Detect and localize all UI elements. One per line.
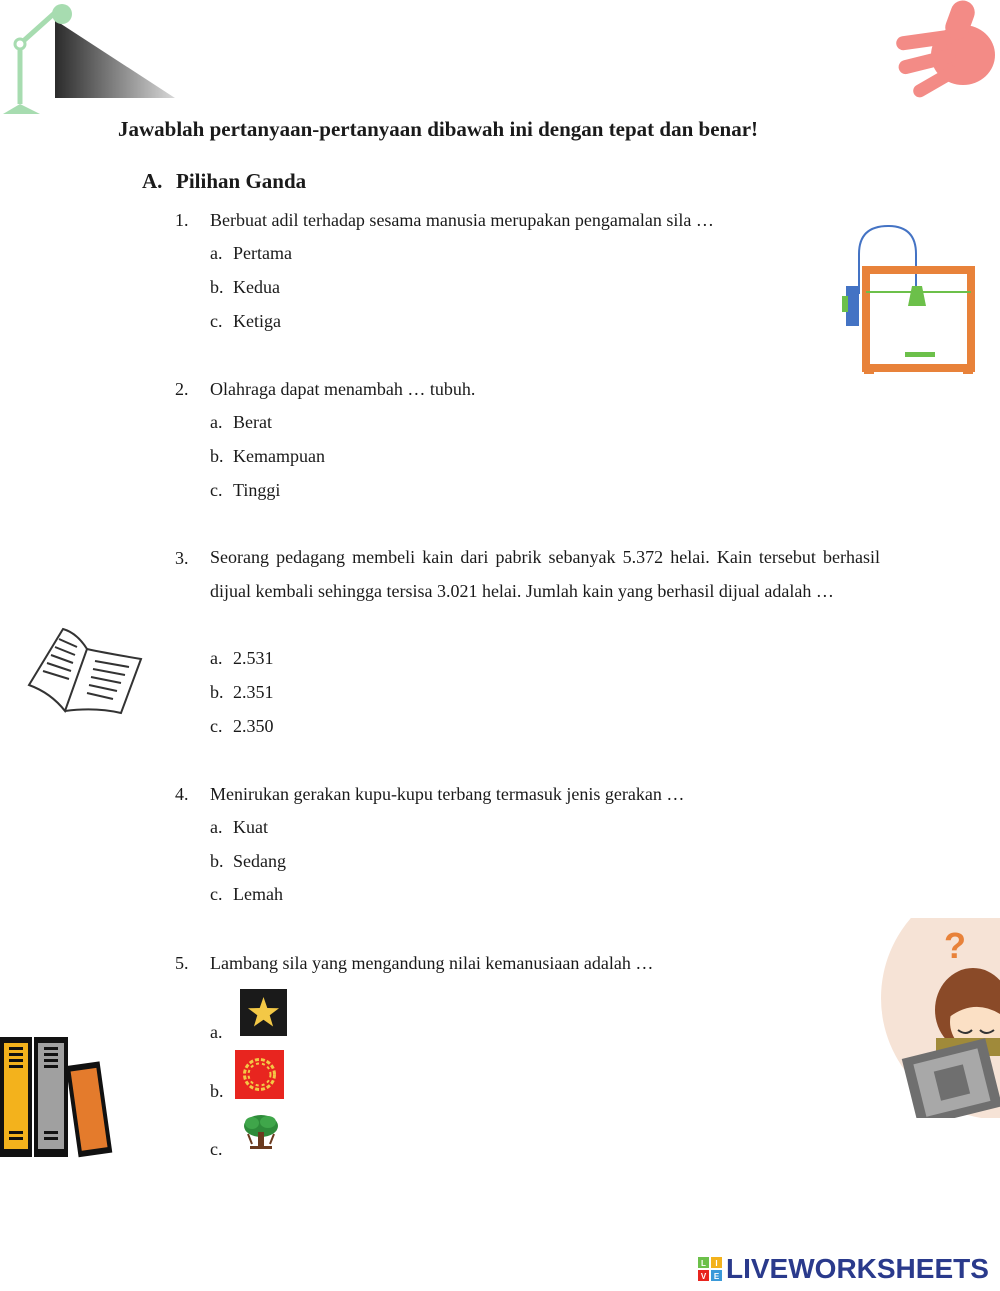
question-text: Berbuat adil terhadap sesama manusia merupakan pengamalan sila … [210,210,714,230]
option-c[interactable] [210,311,281,332]
option-c[interactable] [210,716,274,737]
brand-mark-letter: I [715,1259,718,1268]
hand-icon [893,0,1000,105]
option-c[interactable] [210,480,280,501]
option-letter: c. [210,1139,223,1159]
question-number: 1. [175,210,189,230]
brand-mark-icon [698,1257,722,1281]
option-letter: a. [210,412,223,432]
option-text: Tinggi [233,480,281,500]
section-letter: A. [142,169,163,193]
option-letter: a. [210,648,223,668]
question-text: Menirukan gerakan kupu-kupu terbang termasuk jenis gerakan … [210,784,685,804]
option-b[interactable] [210,851,286,872]
option-text: 2.351 [233,682,274,702]
desk-lamp-icon [0,0,180,120]
printer-icon [842,222,977,374]
option-letter: c. [210,480,223,500]
option-letter: b. [210,682,224,702]
option-c[interactable] [210,884,283,905]
option-text: Berat [233,412,272,432]
question-text: Lambang sila yang mengandung nilai kemanusiaan adalah … [210,953,654,973]
brand-name: LIVEWORKSHEETS [726,1253,989,1284]
option-letter: b. [210,277,224,297]
section-name: Pilihan Ganda [176,169,307,193]
option-text: Kedua [233,277,280,297]
option-b[interactable] [210,446,325,467]
section-title [142,169,306,194]
option-b[interactable] [210,682,274,703]
option-a[interactable] [210,817,268,838]
option-text: 2.531 [233,648,274,668]
option-letter: b. [210,446,224,466]
open-book-icon [25,625,145,717]
star-symbol-icon[interactable] [240,989,287,1036]
option-letter: a. [210,243,223,263]
banyan-tree-symbol-icon[interactable] [238,1108,284,1154]
question-text: Seorang pedagang membeli kain dari pabrik sebanyak 5.372 helai. Kain tersebut berhasil dijual kembali sehingga tersisa 3.021 helai. Jumlah kain yang berhasil dijual adalah … [210,547,880,601]
option-b[interactable] [210,277,280,298]
girl-reading-icon [878,918,1000,1118]
chain-symbol-icon[interactable] [235,1050,284,1099]
option-text: Ketiga [233,311,281,331]
option-letter: b. [210,1081,224,1101]
brand-mark-letter: E [713,1272,720,1281]
brand-mark-letter: V [700,1272,707,1281]
option-letter: c. [210,884,223,904]
option-letter: c. [210,716,223,736]
option-letter: a. [210,817,223,837]
option-letter: c. [210,311,223,331]
question-number: 4. [175,784,189,804]
option-text: Lemah [233,884,283,904]
question-number: 2. [175,379,189,399]
option-a[interactable] [210,648,274,669]
option-a[interactable] [210,412,272,433]
option-text: Pertama [233,243,292,263]
question-text: Olahraga dapat menambah … tubuh. [210,379,476,399]
option-text: Sedang [233,851,286,871]
books-icon [0,1035,118,1160]
option-a[interactable] [210,243,292,264]
option-text: 2.350 [233,716,274,736]
question-number: 3. [175,548,189,568]
instruction-heading: Jawablah pertanyaan-pertanyaan dibawah ini dengan tepat dan benar! [118,117,759,141]
svg-text:?: ? [944,925,966,966]
question-number: 5. [175,953,189,973]
option-text: Kemampuan [233,446,325,466]
liveworksheets-logo [698,1252,989,1286]
option-letter: a. [210,1022,223,1042]
brand-mark-letter: L [701,1259,706,1268]
option-text: Kuat [233,817,268,837]
option-letter: b. [210,851,224,871]
